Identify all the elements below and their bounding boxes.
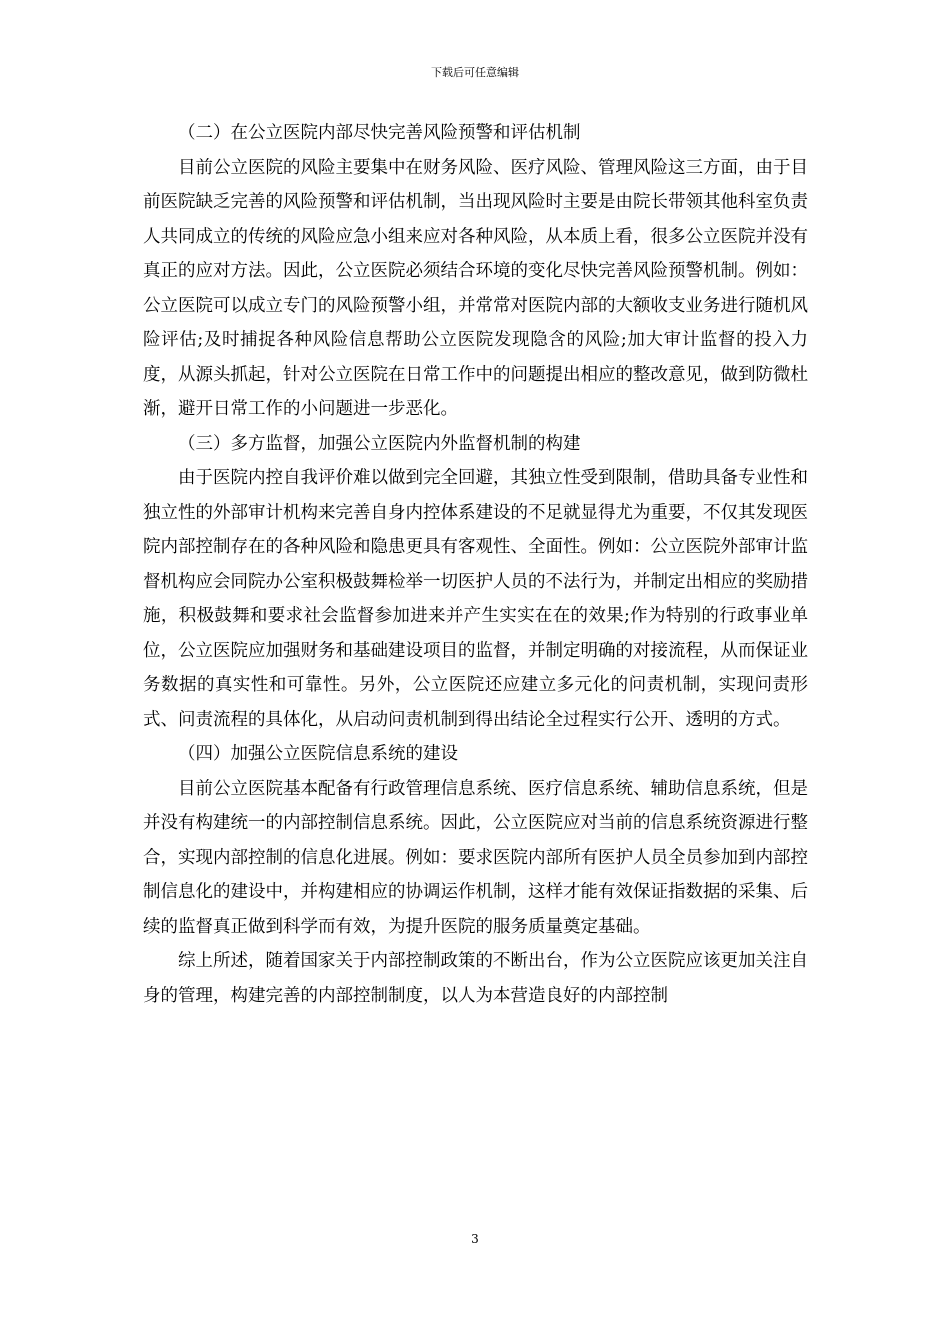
page-header: 下载后可任意编辑 [431,66,519,79]
page-number: 3 [471,1232,479,1246]
body-paragraph-information-system: 目前公立医院基本配备有行政管理信息系统、医疗信息系统、辅助信息系统，但是并没有构建统一的内部控制信息系统。因此，公立医院应对当前的信息系统资源进行整合，实现内部控制的信息化进展。例如：要求医院内部所有医护人员全员参加到内部控制信息化的建设中，并构建相应的协调运作机制，这样才能有效保证指数据的采集、后续的监督真正做到科学而有效，为提升医院的服务质量奠定基础。 [143,778,808,937]
body-paragraph-conclusion: 综上所述，随着国家关于内部控制政策的不断出台，作为公立医院应该更加关注自身的管理，构建完善的内部控制制度，以人为本营造良好的内部控制 [143,951,808,1006]
section-heading-2: （二）在公立医院内部尽快完善风险预警和评估机制 [178,123,581,143]
document-body [143,116,808,1013]
body-paragraph-risk-warning: 目前公立医院的风险主要集中在财务风险、医疗风险、管理风险这三方面，由于目前医院缺乏完善的风险预警和评估机制，当出现风险时主要是由院长带领其他科室负责人共同成立的传统的风险应急小组来应对各种风险，从本质上看，很多公立医院并没有真正的应对方法。因此，公立医院必须结合环境的变化尽快完善风险预警机制。例如：公立医院可以成立专门的风险预警小组，并常常对医院内部的大额收支业务进行随机风险评估;及时捕捉各种风险信息帮助公立医院发现隐含的风险;加大审计监督的投入力度，从源头抓起，针对公立医院在日常工作中的问题提出相应的整改意见，做到防微杜渐，避开日常工作的小问题进一步恶化。 [143,157,808,419]
section-heading-4: （四）加强公立医院信息系统的建设 [178,744,458,764]
section-heading-3: （三）多方监督，加强公立医院内外监督机制的构建 [178,433,581,454]
body-paragraph-supervision: 由于医院内控自我评价难以做到完全回避，其独立性受到限制，借助具备专业性和独立性的外部审计机构来完善自身内控体系建设的不足就显得尤为重要，不仅其发现医院内部控制存在的各种风险和隐患更具有客观性、全面性。例如：公立医院外部审计监督机构应会同院办公室积极鼓舞检举一切医护人员的不法行为，并制定出相应的奖励措施，积极鼓舞和要求社会监督参加进来并产生实实在在的效果;作为特别的行政事业单位，公立医院应加强财务和基础建设项目的监督，并制定明确的对接流程，从而保证业务数据的真实性和可靠性。另外，公立医院还应建立多元化的问责机制，实现问责形式、问责流程的具体化，从启动问责机制到得出结论全过程实行公开、透明的方式。 [143,468,808,730]
